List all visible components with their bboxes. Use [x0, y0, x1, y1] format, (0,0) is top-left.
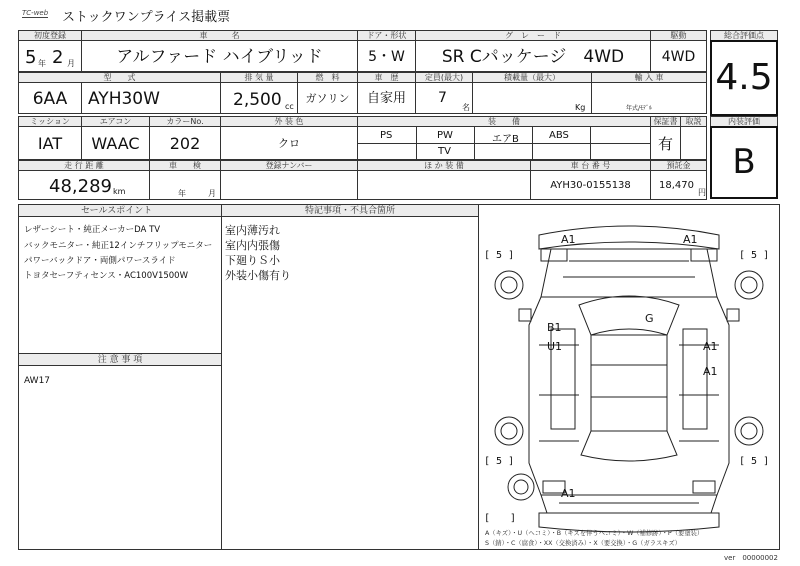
- overall-score-label: 総合評価点: [710, 30, 778, 41]
- manual-cell: [680, 126, 707, 160]
- other-equip-cell: [357, 170, 531, 200]
- inspection-month-unit: 月: [208, 189, 216, 198]
- notes-box: [221, 216, 479, 550]
- displacement-label: 排 気 量: [220, 72, 298, 83]
- equip-abs: ABS: [549, 130, 569, 141]
- equip-airbag: エアB: [492, 134, 519, 145]
- sales-line-1: レザーシート・純正メーカーDA TV: [24, 225, 161, 235]
- manual-label: 取説: [680, 116, 707, 127]
- price-cell: [650, 170, 707, 200]
- price-unit: 円: [698, 188, 706, 197]
- mission: IAT: [18, 126, 82, 160]
- notes-line-3: 下廻りＳ小: [225, 254, 280, 267]
- drive: 4WD: [650, 40, 707, 72]
- inspection-diagram-box: [478, 204, 780, 550]
- fuel: ガソリン: [297, 82, 358, 114]
- exterior-color: クロ: [220, 126, 358, 160]
- grade: SR Cパッケージ 4WD: [415, 40, 651, 72]
- legend-line-1: A（キズ）・U（ヘコミ）・B（キズを伴うヘコミ）・W（補修跡）・P（要塗装）: [485, 530, 704, 537]
- caution-line-1: AW17: [24, 376, 51, 386]
- model-label: 型 式: [18, 72, 221, 83]
- damage-mark: A1: [561, 487, 576, 500]
- year-unit: 年: [38, 59, 46, 68]
- overall-score-box: [710, 40, 778, 116]
- door-shape-label: ドア・形状: [357, 30, 416, 41]
- color-no-label: カラーNo.: [149, 116, 221, 127]
- import-year-model: 年式/ﾓﾃﾞﾙ: [626, 105, 653, 112]
- first-reg-month: 2: [52, 47, 64, 68]
- notes-label: 特記事項・不具合箇所: [221, 204, 479, 217]
- site-logo: TC-web: [22, 9, 49, 17]
- drive-label: 駆動: [650, 30, 707, 41]
- load-unit: Kg: [575, 103, 586, 112]
- capacity: 7: [438, 90, 447, 106]
- chassis-number: AYH30-0155138: [530, 170, 651, 200]
- displacement-unit: cc: [285, 102, 294, 111]
- tire-mark-front-right: [ 5 ]: [739, 250, 770, 261]
- caution-box: [18, 365, 222, 550]
- sales-line-3: パワーバックドア・両側パワースライド: [24, 256, 176, 266]
- car-name: アルファード ハイブリッド: [81, 40, 358, 72]
- equip-ps: PS: [380, 130, 393, 141]
- inspection-cell: [149, 170, 221, 200]
- history: 自家用: [357, 82, 416, 114]
- capacity-label: 定員(最大): [415, 72, 473, 83]
- mileage-label: 走 行 距 離: [18, 160, 150, 171]
- version-label: ver 00000002: [724, 554, 778, 562]
- other-equip-label: ほ か 装 備: [357, 160, 531, 171]
- mission-label: ミッション: [18, 116, 82, 127]
- tire-mark-front-left: [ 5 ]: [484, 250, 515, 261]
- bottom-bracket: [ ]: [484, 513, 517, 524]
- notes-line-2: 室内内張傷: [225, 239, 280, 252]
- door-shape: 5・W: [357, 40, 416, 72]
- overall-score: 4.5: [715, 57, 773, 98]
- exterior-color-label: 外 装 色: [220, 116, 358, 127]
- page-title: ストックワンプライス掲載票: [62, 10, 231, 25]
- mileage-unit: km: [113, 187, 126, 196]
- import-label: 輸 入 車: [591, 72, 707, 83]
- tire-mark-rear-left: [ 5 ]: [484, 456, 515, 467]
- month-unit: 月: [67, 59, 75, 68]
- damage-mark: A1: [703, 340, 718, 353]
- equip-pw: PW: [437, 130, 453, 141]
- plate-cell: [220, 170, 358, 200]
- aircon-label: エアコン: [81, 116, 150, 127]
- interior-score: B: [732, 142, 756, 182]
- damage-mark: U1: [547, 340, 563, 353]
- damage-mark: A1: [561, 233, 576, 246]
- first-reg-cell: [18, 40, 82, 72]
- sales-box: [18, 216, 222, 354]
- displacement-cell: [220, 82, 298, 114]
- price: 18,470: [659, 180, 694, 191]
- inspection-label: 車 検: [149, 160, 221, 171]
- interior-score-box: [710, 126, 778, 199]
- first-reg-year: 5: [25, 47, 37, 68]
- equip-tv: TV: [438, 146, 451, 157]
- interior-score-label: 内装評価: [710, 116, 778, 127]
- model-prefix: 6AA: [18, 82, 82, 114]
- equipment-grid: [357, 126, 651, 160]
- price-label: 預託金: [650, 160, 707, 171]
- first-reg-label: 初度登録: [18, 30, 82, 41]
- sales-line-2: バックモニター・純正12インチフリップモニター: [24, 241, 213, 251]
- notes-line-1: 室内薄汚れ: [225, 224, 280, 237]
- sales-label: セールスポイント: [18, 204, 222, 217]
- grade-label: グ レ ー ド: [415, 30, 651, 41]
- color-no: 202: [149, 126, 221, 160]
- capacity-cell: [415, 82, 473, 114]
- capacity-unit: 名: [462, 103, 470, 112]
- aircon: WAAC: [81, 126, 150, 160]
- fuel-label: 燃 料: [297, 72, 358, 83]
- damage-mark: A1: [703, 365, 718, 378]
- mileage: 48,289: [49, 176, 112, 197]
- plate-label: 登録ナンバー: [220, 160, 358, 171]
- mileage-cell: [18, 170, 150, 200]
- warranty-label: 保証書: [650, 116, 681, 127]
- sales-line-4: トヨタセーフティセンス・AC100V1500W: [24, 271, 188, 281]
- damage-mark: A1: [683, 233, 698, 246]
- car-name-label: 車 名: [81, 30, 358, 41]
- damage-mark: B1: [547, 321, 562, 334]
- car-body-diagram: [479, 205, 779, 549]
- legend-line-2: S（錆）・C（腐食）・XX（交換済み）・X（要交換）・G（ガラスキズ）: [485, 540, 681, 547]
- chassis-label: 車 台 番 号: [530, 160, 651, 171]
- displacement: 2,500: [233, 90, 282, 110]
- notes-line-4: 外装小傷有り: [225, 269, 291, 282]
- model-code: AYH30W: [81, 82, 221, 114]
- caution-label: 注 意 事 項: [18, 353, 222, 366]
- warranty: 有: [650, 126, 681, 160]
- damage-mark: G: [645, 312, 654, 325]
- tire-mark-rear-right: [ 5 ]: [739, 456, 770, 467]
- import-cell: [591, 82, 707, 114]
- inspection-year-unit: 年: [178, 189, 186, 198]
- load-label: 積載量（最大）: [472, 72, 592, 83]
- history-label: 車 歴: [357, 72, 416, 83]
- load-cell: [472, 82, 592, 114]
- equipment-label: 装 備: [357, 116, 651, 127]
